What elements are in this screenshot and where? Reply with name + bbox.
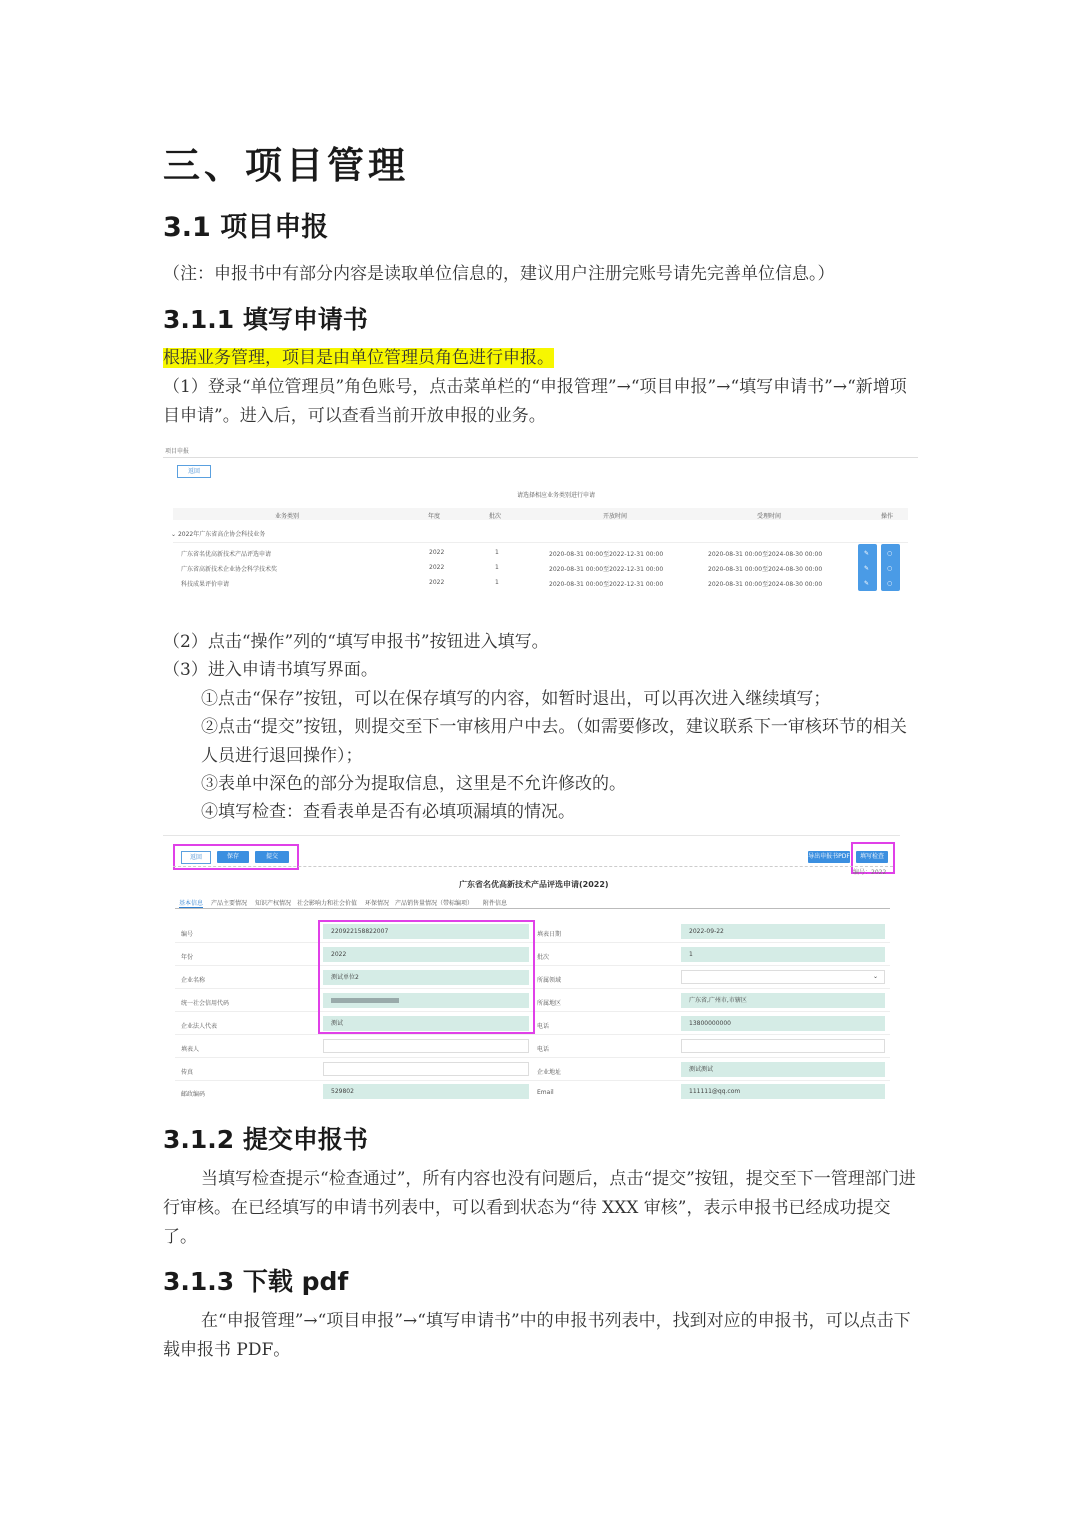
batch-field: 1 [681, 947, 885, 962]
cell-batch: 1 [495, 549, 499, 556]
field-label: 邮政编码 [181, 1091, 206, 1098]
field-label: Email [537, 1089, 554, 1096]
col-header: 开放时间 [603, 513, 628, 520]
sub2-text: ②点击“提交”按钮，则提交至下一审核用户中去。（如需要修改，建议联系下一审核环节的相关人员进行退回操作）； [201, 717, 907, 766]
address-field: 测试测试 [681, 1062, 885, 1077]
fill-form-button[interactable] [858, 544, 877, 591]
edit-icon: ✎ [864, 565, 870, 572]
step3-text: （3）进入申请书填写界面。 [163, 660, 378, 680]
tab-basic-info[interactable]: 基本信息 [179, 900, 204, 907]
col-header: 受理时间 [757, 513, 782, 520]
field-label: 填表人 [181, 1046, 200, 1053]
form-title: 广东省名优高新技术产品评选申请(2022) [459, 880, 609, 889]
cell-batch: 1 [495, 579, 499, 586]
field-label: 电话 [537, 1023, 550, 1030]
field-label: 所属领域 [537, 977, 562, 984]
year-field: 2022 [323, 947, 529, 962]
cell-year: 2022 [429, 549, 445, 556]
domain-select[interactable] [681, 970, 885, 984]
legal-rep-field: 测试 [323, 1016, 529, 1031]
cell-name: 科技成果评价申请 [181, 581, 230, 588]
row-divider [175, 1080, 890, 1081]
back-button[interactable]: 返回 [181, 851, 211, 864]
highlight-text: 根据业务管理，项目是由单位管理员角色进行申报。 [163, 348, 554, 368]
email-field: 111111@qq.com [681, 1084, 885, 1099]
field-label: 统一社会信用代码 [181, 1000, 230, 1007]
cell-open: 2020-08-31 00:00至2022-12-31 00:00 [549, 551, 664, 558]
save-button[interactable]: 保存 [217, 851, 249, 863]
application-form-screenshot [163, 830, 900, 1102]
cell-name: 广东省高新技术企业协会科学技术奖 [181, 566, 278, 573]
cell-open: 2020-08-31 00:00至2022-12-31 00:00 [549, 581, 664, 588]
field-label: 填表日期 [537, 931, 562, 938]
col-header: 业务类别 [275, 513, 300, 520]
divider [163, 457, 918, 458]
cell-open: 2020-08-31 00:00至2022-12-31 00:00 [549, 566, 664, 573]
view-button[interactable] [881, 544, 900, 591]
phone-field: 13800000000 [681, 1016, 885, 1031]
serial-field: 220922158822007 [323, 924, 529, 939]
sub3-text: ③表单中深色的部分为提取信息，这里是不允许修改的。 [201, 774, 626, 794]
tab-bar [175, 896, 890, 909]
col-header: 操作 [881, 513, 894, 520]
chevron-down-icon: ⌄ [872, 973, 878, 980]
fax-input[interactable] [323, 1062, 529, 1076]
divider [173, 866, 893, 867]
cell-accept: 2020-08-31 00:00至2024-08-30 00:00 [708, 566, 823, 573]
cell-name: 广东省名优高新技术产品评选申请 [181, 551, 272, 558]
submit-button[interactable]: 提交 [255, 851, 289, 863]
col-header: 年度 [428, 513, 441, 520]
step1-text: （1）登录“单位管理员”角色账号，点击菜单栏的“申报管理”→“项目申报”→“填写申请书”→“新增项目申请”。进入后，可以查看当前开放申报的业务。 [163, 377, 907, 426]
edit-icon: ✎ [864, 550, 870, 557]
divider [163, 835, 900, 836]
company-name-field: 测试单位2 [323, 970, 529, 985]
field-label: 批次 [537, 954, 550, 961]
sub4-text: ④填写检查：查看表单是否有必填项漏填的情况。 [201, 802, 575, 822]
cell-year: 2022 [429, 579, 445, 586]
row-divider [175, 1057, 890, 1058]
serial-hint: 编号：2022 [853, 869, 887, 876]
field-label: 所属地区 [537, 1000, 562, 1007]
section-title: 3.1 项目申报 [163, 212, 329, 243]
group-row[interactable] [171, 529, 265, 538]
table-header [173, 508, 908, 520]
cell-accept: 2020-08-31 00:00至2024-08-30 00:00 [708, 581, 823, 588]
field-label: 传真 [181, 1069, 194, 1076]
subsection-title-313: 3.1.3 下载 pdf [163, 1267, 349, 1296]
cell-batch: 1 [495, 564, 499, 571]
field-label: 企业地址 [537, 1069, 562, 1076]
postcode-field: 529802 [323, 1084, 529, 1099]
subsection-title-312: 3.1.2 提交申报书 [163, 1125, 368, 1154]
tab-attachments[interactable]: 附件信息 [483, 900, 508, 907]
row-divider [173, 542, 908, 543]
form-check-button[interactable]: 填写检查 [856, 851, 888, 863]
chapter-title: 三、项目管理 [163, 144, 409, 187]
tab-ip[interactable]: 知识产权情况 [255, 900, 292, 907]
breadcrumb: 项目申报 [165, 448, 190, 455]
step2-text: （2）点击“操作”列的“填写申报书”按钮进入填写。 [163, 632, 549, 652]
field-label: 年份 [181, 954, 194, 961]
field-label: 企业法人代表 [181, 1023, 218, 1030]
filler-input[interactable] [323, 1039, 529, 1053]
back-button[interactable]: 返回 [177, 465, 211, 478]
tab-social[interactable]: 社会影响力和社会价值 [297, 900, 358, 907]
sec313-body: 在“申报管理”→“项目申报”→“填写申请书”中的申报书列表中，找到对应的申报书，可以点击下载申报书 PDF。 [163, 1311, 911, 1360]
note-text: （注：申报书中有部分内容是读取单位信息的，建议用户注册完账号请先完善单位信息。） [163, 264, 835, 284]
filler-phone-input[interactable] [681, 1039, 885, 1053]
chevron-down-icon: ⌄ [171, 531, 178, 538]
sub1-text: ①点击“保存”按钮，可以在保存填写的内容，如暂时退出，可以再次进入继续填写； [201, 689, 831, 709]
cell-accept: 2020-08-31 00:00至2024-08-30 00:00 [708, 551, 823, 558]
view-icon: ○ [887, 565, 893, 572]
row-divider [175, 1034, 890, 1035]
view-icon: ○ [887, 550, 893, 557]
tab-env[interactable]: 环保情况 [365, 900, 390, 907]
business-list-screenshot [163, 444, 918, 594]
group-label: 2022年广东省高企协会科技业务 [177, 531, 266, 538]
field-label: 企业名称 [181, 977, 206, 984]
field-label: 电话 [537, 1046, 550, 1053]
edit-icon: ✎ [864, 580, 870, 587]
date-field: 2022-09-22 [681, 924, 885, 939]
view-icon: ○ [887, 580, 893, 587]
hint-text: 请选择相应业务类别进行申请 [517, 492, 596, 499]
tab-sales[interactable]: 产品销售量情况（带标编项） [395, 900, 474, 907]
sec312-body: 当填写检查提示“检查通过”，所有内容也没有问题后，点击“提交”按钮，提交至下一管理部门进行审核。在已经填写的申请书列表中，可以看到状态为“待 XXX 审核”，表示申报书已经成功提交了。 [163, 1169, 916, 1247]
readonly-highlight-box [318, 920, 535, 1034]
region-field: 广东省,广州市,市辖区 [681, 993, 885, 1008]
export-pdf-button[interactable]: 导出申报书PDF [808, 851, 850, 863]
cell-year: 2022 [429, 564, 445, 571]
col-header: 批次 [489, 513, 502, 520]
subsection-title-311: 3.1.1 填写申请书 [163, 305, 368, 334]
tab-product[interactable]: 产品主要情况 [211, 900, 248, 907]
field-label: 编号 [181, 931, 194, 938]
